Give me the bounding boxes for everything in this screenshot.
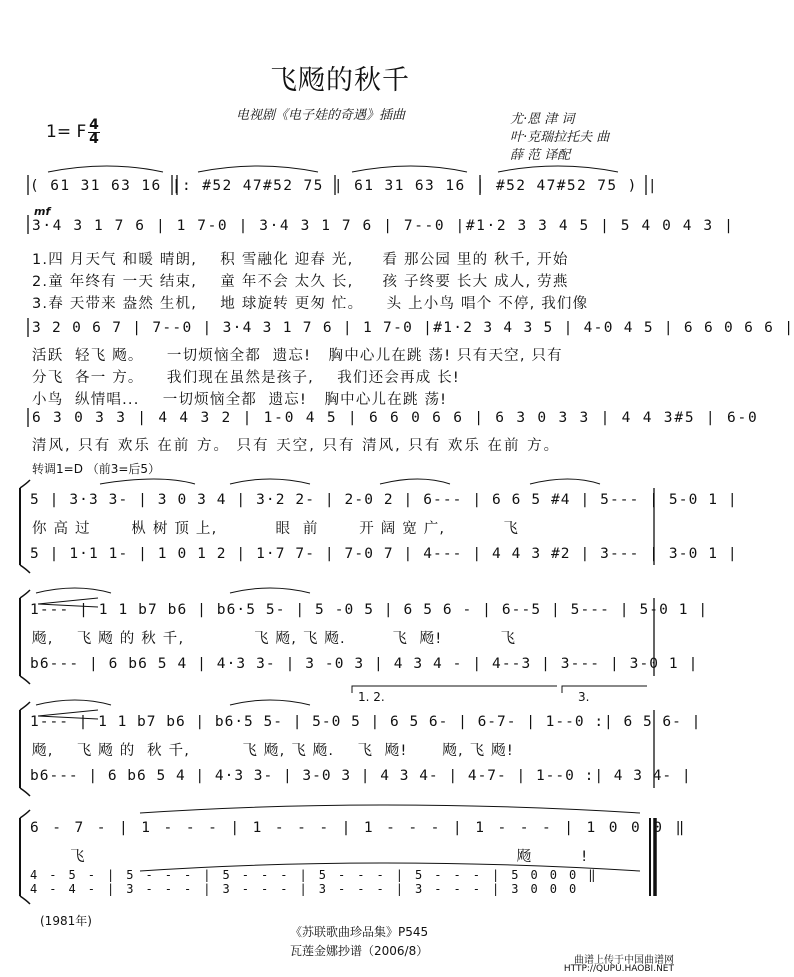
source-note: 《苏联歌曲珍品集》P545: [290, 925, 429, 939]
stanza-lyric-2-1: 活跃 轻飞 飏。 一切烦恼全都 遗忘! 胸中心儿在跳 荡! 只有天空, 只有: [32, 348, 563, 364]
song-title: 飞飏的秋千: [270, 65, 410, 96]
chorus-s3-upper: 1--- | 1 1 b7 b6 | b6·5 5- | 5-0 5 | 6 5 6- | 6-7- | 1--0 :| 6 5 6- |: [30, 714, 702, 730]
stanza-notes-2: 3 2 0 6 7 | 7--0 | 3·4 3 1 7 6 | 1 7-0 |#1·2 3 4 3 5 | 4-0 4 5 | 6 6 0 6 6 |: [32, 320, 794, 336]
chorus-s1-lower: 5 | 1·1 1- | 1 0 1 2 | 1·7 7- | 7-0 7 | 4--- | 4 4 3 #2 | 3--- | 3-0 1 |: [30, 546, 738, 562]
key-signature: 1= F: [46, 122, 87, 142]
dynamic-marking: mf: [34, 205, 51, 218]
song-subtitle: 电视剧《电子娃的奇遇》插曲: [236, 108, 406, 123]
chorus-s2-lower: b6--- | 6 b6 5 4 | 4·3 3- | 3 -0 3 | 4 3 4 - | 4--3 | 3--- | 3-0 1 |: [30, 656, 699, 672]
chorus-s4-lower-bottom: 4 - 4 - | 3 - - - | 3 - - - | 3 - - - | 3 - - - | 3 0 0 0: [30, 882, 579, 896]
stanza-notes-1: 3·4 3 1 7 6 | 1 7-0 | 3·4 3 1 7 6 | 7--0 |#1·2 3 3 4 5 | 5 4 0 4 3 |: [32, 218, 735, 234]
chorus-s1-upper: 5 | 3·3 3- | 3 0 3 4 | 3·2 2- | 2-0 2 | 6--- | 6 6 5 #4 | 5--- | 5-0 1 |: [30, 492, 738, 508]
time-signature: [88, 119, 100, 146]
intro-notes: ( 61 31 63 16 |: #52 47#52 75 | 61 31 63 16 | #52 47#52 75 ) |: [30, 178, 659, 194]
year-note: (1981年): [40, 914, 92, 928]
stanza-lyric-1-3: 3.春 天带来 盎然 生机, 地 球旋转 更匆 忙。 头 上小鸟 唱个 不停, 我们像: [32, 296, 589, 312]
time-numerator: 4: [89, 117, 99, 133]
chorus-s4-lyric: 飞 飏!: [70, 849, 638, 865]
upload-note: 曲谱上传于中国曲谱网: [574, 955, 674, 966]
chorus-s1-lyric: 你 高 过 枞 树 顶 上, 眼 前 开 阔 宽 广, 飞: [32, 521, 520, 537]
volta-1-2-label: 1. 2.: [358, 690, 385, 704]
composer-credit: 叶·克瑞拉托夫 曲: [510, 130, 610, 145]
stanza-lyric-1-1: 1.四 月天气 和暖 晴朗, 积 雪融化 迎春 光, 看 那公园 里的 秋千, 开始: [32, 252, 569, 268]
translator-credit: 薛 范 译配: [510, 148, 571, 163]
chorus-s3-lower: b6--- | 6 b6 5 4 | 4·3 3- | 3-0 3 | 4 3 4- | 4-7- | 1--0 :| 4 3 4- |: [30, 768, 692, 784]
time-denominator: 4: [89, 131, 99, 147]
modulation-note: 转调1=D （前3=后5）: [32, 462, 161, 476]
stanza-notes-3: 6 3 0 3 3 | 4 4 3 2 | 1-0 4 5 | 6 6 0 6 6 | 6 3 0 3 3 | 4 4 3#5 | 6-0: [32, 410, 759, 426]
chorus-s4-upper: 6 - 7 - | 1 - - - | 1 - - - | 1 - - - | 1 - - - | 1 0 0 0 ‖: [30, 820, 687, 836]
lyricist-credit: 尤·恩 津 词: [510, 112, 575, 127]
stanza-lyric-2-3: 小鸟 纵情唱... 一切烦恼全都 遗忘! 胸中心儿在跳 荡!: [32, 392, 448, 408]
stanza-lyric-3: 清风, 只有 欢乐 在前 方。 只有 天空, 只有 清风, 只有 欢乐 在前 方。: [32, 438, 561, 454]
chorus-s2-upper: 1--- | 1 1 b7 b6 | b6·5 5- | 5 -0 5 | 6 5 6 - | 6--5 | 5--- | 5-0 1 |: [30, 602, 709, 618]
site-url: HTTP://QUPU.HAOBI.NET: [563, 964, 674, 974]
stanza-lyric-2-2: 分飞 各一 方。 我们现在虽然是孩子, 我们还会再成 长!: [32, 370, 460, 386]
copyist-note: 瓦莲金娜抄谱（2006/8）: [290, 944, 429, 958]
stanza-lyric-1-2: 2.童 年终有 一天 结束, 童 年不会 太久 长, 孩 子终要 长大 成人, 劳燕: [32, 274, 569, 290]
chorus-s4-lower-top: 4 - 5 - | 5 - - - | 5 - - - | 5 - - - | 5 - - - | 5 0 0 0 ‖: [30, 868, 598, 882]
chorus-s2-lyric: 飏, 飞 飏 的 秋 千, 飞 飏, 飞 飏. 飞 飏! 飞: [32, 631, 517, 647]
volta-3-label: 3.: [578, 690, 590, 704]
chorus-s3-lyric: 飏, 飞 飏 的 秋 千, 飞 飏, 飞 飏. 飞 飏! 飏, 飞 飏!: [32, 743, 514, 759]
